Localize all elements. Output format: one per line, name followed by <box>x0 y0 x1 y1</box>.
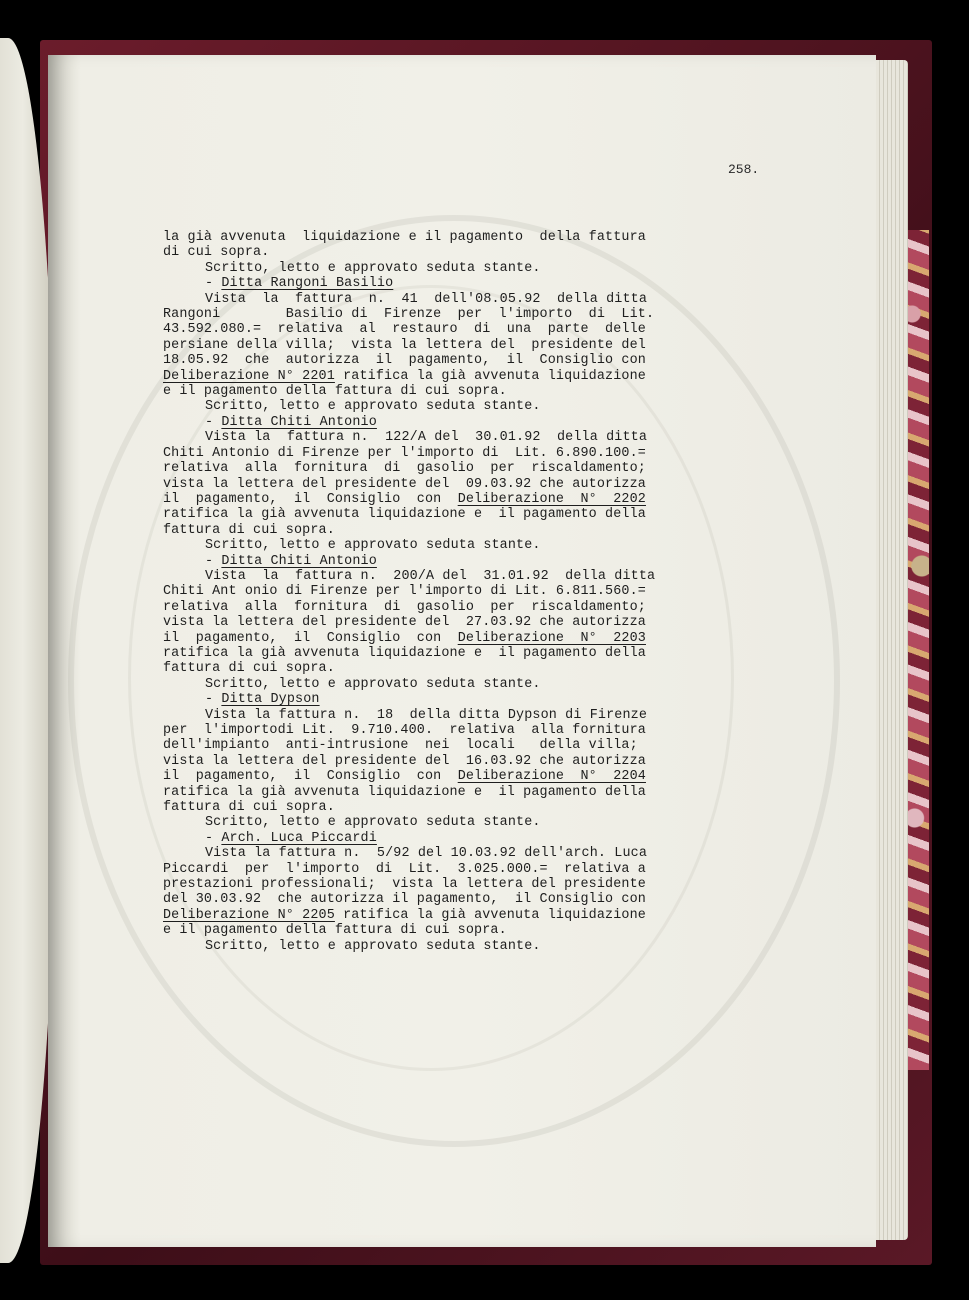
text-line <box>163 785 683 800</box>
underlined-text: Deliberazione N° 2202 <box>457 491 646 507</box>
text-line <box>163 677 683 692</box>
line-suffix: ratifica la già avvenuta liquidazione <box>334 368 646 384</box>
line-prefix: il pagamento, il Consiglio con <box>163 769 458 785</box>
text-line <box>163 877 683 892</box>
text-line <box>163 939 683 954</box>
line-prefix: il pagamento, il Consiglio con <box>163 491 458 507</box>
text-line <box>163 815 683 830</box>
line-text: relativa alla fornitura di gasolio per riscaldamento; <box>163 461 646 477</box>
text-line <box>163 430 683 445</box>
line-text: ratifica la già avvenuta liquidazione e il pagamento della <box>163 645 646 661</box>
text-line <box>163 446 683 461</box>
underlined-text: Ditta Chiti Antonio <box>221 414 377 430</box>
line-text: 18.05.92 che autorizza il pagamento, il Consiglio con <box>163 353 646 369</box>
section-heading <box>163 554 683 569</box>
line-text: Scritto, letto e approvato seduta stante. <box>205 399 541 415</box>
line-text: la già avvenuta liquidazione e il pagamento della fattura <box>163 230 646 245</box>
text-line <box>163 292 683 307</box>
line-text: Rangoni Basilio di Firenze per l'importo di Lit. <box>163 307 655 323</box>
text-line <box>163 507 683 522</box>
line-prefix: - <box>205 830 222 846</box>
page-number: 258. <box>728 162 760 177</box>
section-heading <box>163 276 683 291</box>
line-text: 43.592.080.= relativa al restauro di una parte delle <box>163 322 646 338</box>
text-line <box>163 846 683 861</box>
text-line <box>163 923 683 938</box>
text-line <box>163 307 683 322</box>
text-line <box>163 245 683 260</box>
underlined-text: Deliberazione N° 2204 <box>457 769 646 785</box>
line-text: Scritto, letto e approvato seduta stante. <box>205 260 541 276</box>
line-text: fattura di cui sopra. <box>163 522 335 538</box>
underlined-text: Ditta Chiti Antonio <box>221 553 377 569</box>
text-line <box>163 523 683 538</box>
text-line <box>163 754 683 769</box>
text-line <box>163 862 683 877</box>
text-line <box>163 477 683 492</box>
line-text: e il pagamento della fattura di cui sopra. <box>163 384 507 400</box>
line-text: prestazioni professionali; vista la lettera del presidente <box>163 877 646 893</box>
line-text: Piccardi per l'importo di Lit. 3.025.000.= relativa a <box>163 861 646 877</box>
marbled-edge <box>905 230 929 1070</box>
underlined-text: Ditta Rangoni Basilio <box>221 276 394 292</box>
line-prefix: - <box>205 692 222 708</box>
text-line <box>163 892 683 907</box>
text-line <box>163 399 683 414</box>
text-line <box>163 353 683 368</box>
text-line <box>163 538 683 553</box>
line-text: Vista la fattura n. 122/A del 30.01.92 della ditta <box>205 430 648 446</box>
line-text: Scritto, letto e approvato seduta stante. <box>205 676 541 692</box>
text-line <box>163 615 683 630</box>
line-text: persiane della villa; vista la lettera del presidente del <box>163 337 646 353</box>
text-line <box>163 661 683 676</box>
text-line <box>163 600 683 615</box>
line-text: Vista la fattura n. 5/92 del 10.03.92 dell'arch. Luca <box>205 846 648 862</box>
underlined-text: Deliberazione N° 2205 <box>163 907 335 923</box>
section-heading <box>163 415 683 430</box>
text-line <box>163 322 683 337</box>
text-line <box>163 384 683 399</box>
line-text: dell'impianto anti-intrusione nei locali della villa; <box>163 738 638 754</box>
line-text: Chiti Ant onio di Firenze per l'importo di Lit. 6.811.560.= <box>163 584 646 600</box>
typed-text-body <box>163 230 683 954</box>
line-text: Vista la fattura n. 41 dell'08.05.92 della ditta <box>205 291 648 307</box>
line-prefix: - <box>205 553 222 569</box>
text-line <box>163 569 683 584</box>
text-line <box>163 908 683 923</box>
line-prefix: - <box>205 414 222 430</box>
line-text: ratifica la già avvenuta liquidazione e il pagamento della <box>163 784 646 800</box>
line-text: di cui sopra. <box>163 245 270 261</box>
line-text: vista la lettera del presidente del 27.03.92 che autorizza <box>163 615 646 631</box>
text-line <box>163 230 683 245</box>
text-line <box>163 584 683 599</box>
line-text: vista la lettera del presidente del 16.03.92 che autorizza <box>163 753 646 769</box>
text-line <box>163 261 683 276</box>
section-heading <box>163 831 683 846</box>
underlined-text: Deliberazione N° 2203 <box>457 630 646 646</box>
line-text: Scritto, letto e approvato seduta stante. <box>205 538 541 554</box>
text-line <box>163 369 683 384</box>
line-text: Chiti Antonio di Firenze per l'importo di Lit. 6.890.100.= <box>163 445 646 461</box>
text-line <box>163 769 683 784</box>
line-text: fattura di cui sopra. <box>163 661 335 677</box>
document-page <box>48 55 876 1247</box>
text-line <box>163 461 683 476</box>
line-prefix: - <box>205 276 222 292</box>
line-text: Vista la fattura n. 200/A del 31.01.92 della ditta <box>205 568 656 584</box>
line-text: Scritto, letto e approvato seduta stante. <box>205 938 541 954</box>
text-line <box>163 738 683 753</box>
underlined-text: Arch. Luca Piccardi <box>221 830 377 846</box>
section-heading <box>163 692 683 707</box>
text-line <box>163 631 683 646</box>
line-text: vista la lettera del presidente del 09.03.92 che autorizza <box>163 476 646 492</box>
line-text: fattura di cui sopra. <box>163 800 335 816</box>
line-text: del 30.03.92 che autorizza il pagamento, il Consiglio con <box>163 892 646 908</box>
line-text: e il pagamento della fattura di cui sopra. <box>163 923 507 939</box>
text-line <box>163 708 683 723</box>
underlined-text: Deliberazione N° 2201 <box>163 368 335 384</box>
line-suffix: ratifica la già avvenuta liquidazione <box>334 907 646 923</box>
underlined-text: Ditta Dypson <box>221 692 320 708</box>
text-line <box>163 338 683 353</box>
text-line <box>163 492 683 507</box>
line-text: Vista la fattura n. 18 della ditta Dypson di Firenze <box>205 707 648 723</box>
text-line <box>163 800 683 815</box>
line-text: per l'importodi Lit. 9.710.400. relativa alla fornitura <box>163 723 646 738</box>
line-prefix: il pagamento, il Consiglio con <box>163 630 458 646</box>
text-line <box>163 646 683 661</box>
line-text: ratifica la già avvenuta liquidazione e il pagamento della <box>163 507 646 523</box>
text-line <box>163 723 683 738</box>
line-text: relativa alla fornitura di gasolio per riscaldamento; <box>163 599 646 615</box>
line-text: Scritto, letto e approvato seduta stante. <box>205 815 541 831</box>
